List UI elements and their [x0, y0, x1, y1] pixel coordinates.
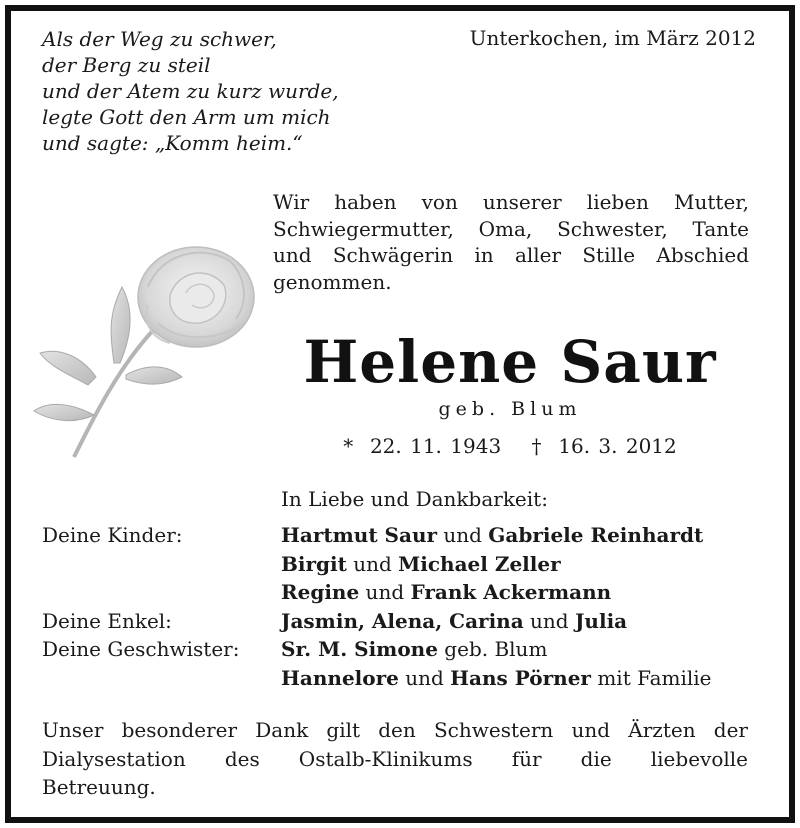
death-date: 16. 3. 2012 — [558, 434, 677, 458]
poem-line: legte Gott den Arm um mich — [42, 105, 331, 129]
grandchildren-label: Deine Enkel: — [42, 608, 172, 633]
poem — [42, 26, 339, 156]
children-label: Deine Kinder: — [42, 523, 183, 547]
poem-line: und sagte: „Komm heim.“ — [42, 131, 303, 155]
intro-line: Schwiegermutter, Oma, Schwester, Tante — [273, 216, 749, 241]
family-row — [42, 550, 712, 579]
closing-line: Unser besonderer Dank gilt den Schwestern und Ärzten der — [42, 718, 748, 742]
family-row — [42, 635, 712, 664]
siblings-label: Deine Geschwister: — [42, 637, 240, 661]
place-date: Unterkochen, im März 2012 — [469, 26, 756, 50]
family-names: Hartmut Saur und Gabriele Reinhardt — [281, 523, 704, 547]
family-names: Hannelore und Hans Pörner mit Familie — [281, 665, 712, 690]
family-row — [42, 607, 712, 636]
family-names: Birgit und Michael Zeller — [281, 551, 561, 576]
poem-line: und der Atem zu kurz wurde, — [42, 79, 339, 103]
family-list — [42, 521, 712, 692]
intro-line: genommen. — [273, 269, 392, 294]
family-row — [42, 578, 712, 607]
birth-date: 22. 11. 1943 — [369, 434, 502, 458]
death-symbol: † — [531, 434, 542, 458]
intro-text — [273, 189, 749, 295]
closing-text — [42, 716, 748, 802]
closing-line: Dialysestation des Ostalb-Klinikums für die liebevolle — [42, 746, 748, 771]
family-row — [42, 664, 712, 693]
life-dates — [265, 434, 755, 458]
closing-line: Betreuung. — [42, 775, 156, 799]
intro-line: Wir haben von unserer lieben Mutter, — [273, 190, 749, 214]
intro-line: und Schwägerin in aller Stille Abschied — [273, 243, 749, 267]
poem-line: Als der Weg zu schwer, — [42, 27, 277, 51]
thanks-heading: In Liebe und Dankbarkeit: — [281, 487, 548, 511]
deceased-name: Helene Saur — [303, 328, 717, 396]
birth-name: geb. Blum — [438, 398, 582, 420]
family-names: Jasmin, Alena, Carina und Julia — [281, 608, 628, 633]
poem-line: der Berg zu steil — [42, 53, 211, 77]
rose-icon — [30, 235, 262, 471]
birth-symbol: * — [343, 434, 354, 458]
family-names: Regine und Frank Ackermann — [281, 580, 612, 604]
family-row — [42, 521, 712, 550]
family-names: Sr. M. Simone geb. Blum — [281, 637, 548, 661]
